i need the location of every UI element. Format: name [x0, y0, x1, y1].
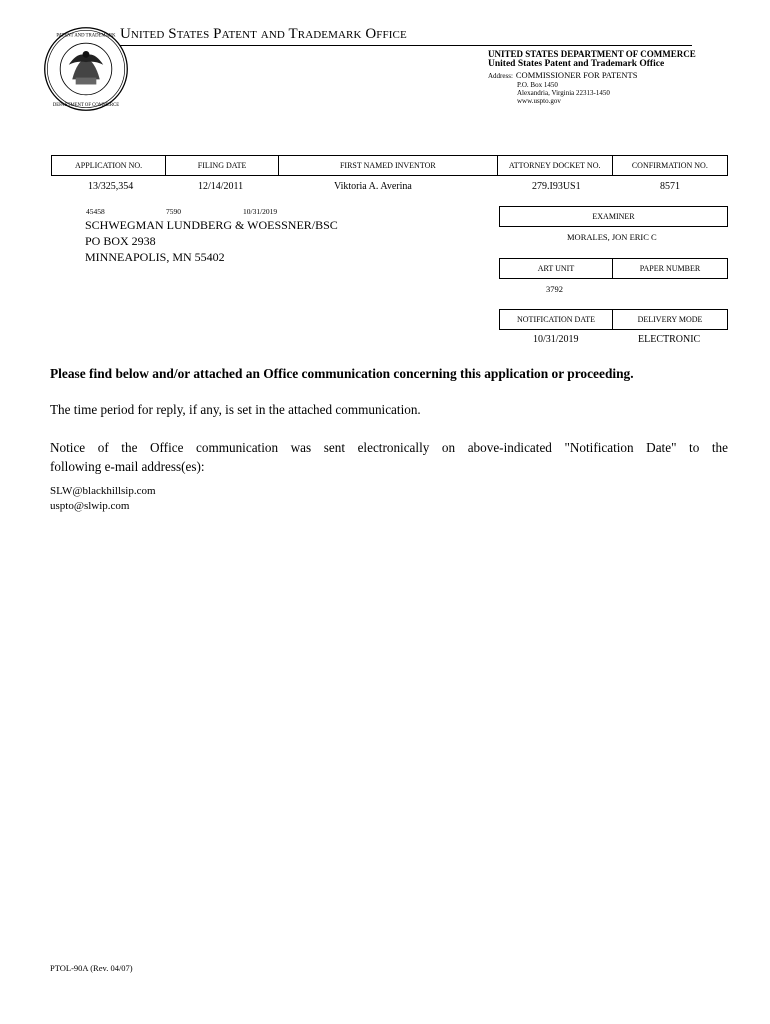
correspondence-code: 7590 — [166, 207, 181, 216]
header-confirmation-no: CONFIRMATION NO. — [612, 156, 727, 176]
art-unit-label: ART UNIT — [499, 258, 613, 279]
correspondence-address — [85, 217, 338, 265]
examiner-label: EXAMINER — [499, 206, 728, 227]
paper-number-label: PAPER NUMBER — [612, 258, 728, 279]
art-unit-value: 3792 — [546, 284, 563, 294]
address-line: PO BOX 2938 — [85, 234, 156, 248]
department-name: UNITED STATES DEPARTMENT OF COMMERCE — [488, 49, 696, 59]
inventor-value: Viktoria A. Averina — [334, 181, 412, 192]
customer-number: 45458 — [86, 207, 105, 216]
address-line: Alexandria, Virginia 22313-1450 — [517, 89, 610, 97]
office-title: United States Patent and Trademark Office — [120, 26, 407, 42]
delivery-mode-value: ELECTRONIC — [638, 334, 701, 345]
confirmation-no-value: 8571 — [660, 181, 680, 192]
address-line[interactable]: www.uspto.gov — [517, 97, 561, 105]
header-attorney-docket-no: ATTORNEY DOCKET NO. — [497, 156, 612, 176]
header-application-no: APPLICATION NO. — [52, 156, 166, 176]
address-line: MINNEAPOLIS, MN 55402 — [85, 250, 225, 264]
address-line: P.O. Box 1450 — [517, 81, 558, 89]
address-label: Address: — [488, 72, 513, 80]
form-identifier: PTOL-90A (Rev. 04/07) — [50, 963, 133, 973]
delivery-mode-label: DELIVERY MODE — [612, 309, 728, 330]
communication-heading: Please find below and/or attached an Office communication concerning this application or proceeding. — [50, 366, 634, 381]
notice-text-line1: Notice of the Office communication was sent electronically on above-indicated "Notification Date" to the — [50, 440, 728, 455]
notification-date-label: NOTIFICATION DATE — [499, 309, 613, 330]
header-rule — [120, 45, 692, 46]
filing-date-value: 12/14/2011 — [198, 181, 244, 192]
correspondence-date: 10/31/2019 — [243, 207, 278, 216]
application-info-table — [51, 155, 728, 176]
header-filing-date: FILING DATE — [166, 156, 279, 176]
uspto-seal-icon — [43, 26, 129, 112]
svg-text:DEPARTMENT OF COMMERCE: DEPARTMENT OF COMMERCE — [52, 102, 120, 108]
notification-date-value: 10/31/2019 — [533, 334, 579, 345]
application-no-value: 13/325,354 — [88, 181, 134, 192]
attorney-docket-value: 279.I93US1 — [532, 181, 581, 192]
reply-period-text: The time period for reply, if any, is set in the attached communication. — [50, 402, 421, 417]
address-name-row — [488, 70, 637, 80]
header-first-named-inventor: FIRST NAMED INVENTOR — [279, 156, 498, 176]
notice-text-line2: following e-mail address(es): — [50, 459, 205, 474]
office-subtitle: United States Patent and Trademark Office — [488, 59, 665, 69]
examiner-value: MORALES, JON ERIC C — [567, 232, 657, 242]
address-line: SCHWEGMAN LUNDBERG & WOESSNER/BSC — [85, 218, 338, 232]
email-address[interactable]: SLW@blackhillsip.com — [50, 485, 156, 497]
email-address[interactable]: uspto@slwip.com — [50, 500, 130, 512]
address-name: COMMISSIONER FOR PATENTS — [515, 70, 638, 80]
svg-text:PATENT AND TRADEMARK: PATENT AND TRADEMARK — [56, 33, 116, 39]
